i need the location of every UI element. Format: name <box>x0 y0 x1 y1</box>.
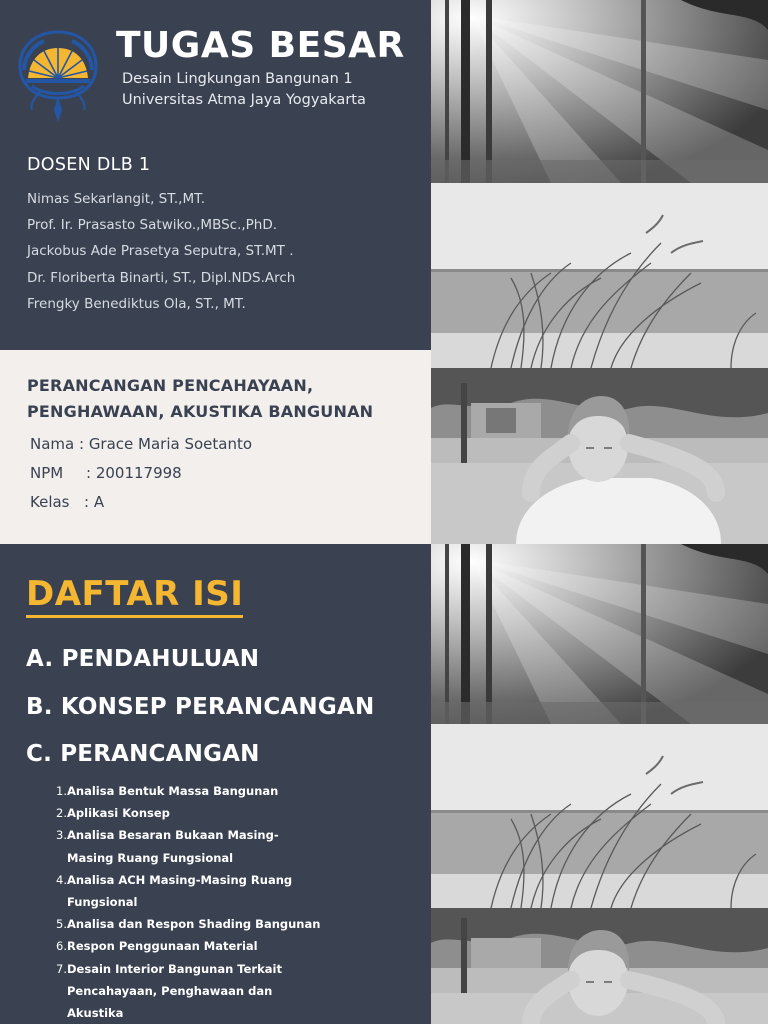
project-title <box>27 373 373 425</box>
toc-item-text: Analisa ACH Masing-Masing Ruang Fungsional <box>67 872 293 910</box>
toc-section[interactable]: A. PENDAHULUAN <box>26 646 260 672</box>
toc-item-text: Respon Penggunaan Material <box>67 939 258 954</box>
toc-item-number: 6. <box>56 939 67 954</box>
toc-section[interactable]: B. KONSEP PERANCANGAN <box>26 694 375 720</box>
course-name: Desain Lingkungan Bangunan 1 <box>122 71 353 87</box>
lecturer-name: Frengky Benediktus Ola, ST., MT. <box>27 295 246 312</box>
student-name: Grace Maria Soetanto <box>88 435 253 453</box>
toc-item[interactable] <box>56 935 356 957</box>
project-title-line: PERANCANGAN PENCAHAYAAN, <box>27 376 314 395</box>
toc-item-number: 5. <box>56 917 67 932</box>
student-info <box>30 430 252 517</box>
class-value: : A <box>84 493 105 511</box>
lecturer-name: Prof. Ir. Prasasto Satwiko.,MBSc.,PhD. <box>27 217 278 234</box>
sun-rays-forest-photo <box>431 0 768 183</box>
lecturer-name: Dr. Floriberta Binarti, ST., Dipl.NDS.Arch <box>27 269 296 286</box>
toc-item-number: 3. <box>56 828 67 843</box>
student-npm-row <box>30 459 252 488</box>
toc-item-text: Analisa Bentuk Massa Bangunan <box>67 784 279 798</box>
toc-item[interactable] <box>56 958 294 1024</box>
beach-grass-photo <box>431 724 768 908</box>
npm-value: : 200117998 <box>86 464 182 482</box>
toc-item[interactable] <box>56 869 306 913</box>
toc-item-number: 7. <box>56 961 67 976</box>
lecturer-list <box>27 186 295 317</box>
toc-item-text: Analisa Besaran Bukaan Masing-Masing Ruang Fungsional <box>67 828 279 865</box>
beach-grass-photo <box>431 183 768 368</box>
toc-section[interactable]: C. PERANCANGAN <box>26 741 260 767</box>
woman-covering-ears-photo <box>431 368 768 544</box>
class-label: Kelas <box>30 493 70 511</box>
lecturer-name: Jackobus Ade Prasetya Seputra, ST.MT . <box>27 243 294 260</box>
toc-item-number: 4. <box>56 872 67 887</box>
toc-item-number: 2. <box>56 806 67 821</box>
toc-item-number: 1. <box>56 784 67 798</box>
subtitle <box>122 69 366 111</box>
npm-label: NPM <box>30 464 64 482</box>
toc-item[interactable] <box>56 913 356 935</box>
student-name-label: Nama : <box>30 435 89 453</box>
toc-item-text: Aplikasi Konsep <box>67 806 170 821</box>
toc-item-text: Desain Interior Bangunan Terkait Pencahayaan, Penghawaan dan Akustika <box>67 961 282 1021</box>
lecturer-name: Nimas Sekarlangit, ST.,MT. <box>27 191 206 207</box>
toc-item[interactable] <box>56 780 356 802</box>
university-logo <box>14 24 102 124</box>
toc-item[interactable] <box>56 824 292 868</box>
project-title-line: PENGHAWAAN, AKUSTIKA BANGUNAN <box>27 402 374 421</box>
student-class-row <box>30 488 252 517</box>
toc-item[interactable] <box>56 802 356 824</box>
student-name-row <box>30 430 252 459</box>
woman-covering-ears-photo <box>431 908 768 1024</box>
toc-subitems <box>56 780 356 1024</box>
sun-rays-forest-photo <box>431 544 768 724</box>
page-title: TUGAS BESAR <box>116 25 405 66</box>
toc-item-text: Analisa dan Respon Shading Bangunan <box>67 917 321 932</box>
toc-heading: DAFTAR ISI <box>26 574 243 618</box>
university-name: Universitas Atma Jaya Yogyakarta <box>122 92 366 108</box>
lecturer-heading: DOSEN DLB 1 <box>27 155 151 175</box>
